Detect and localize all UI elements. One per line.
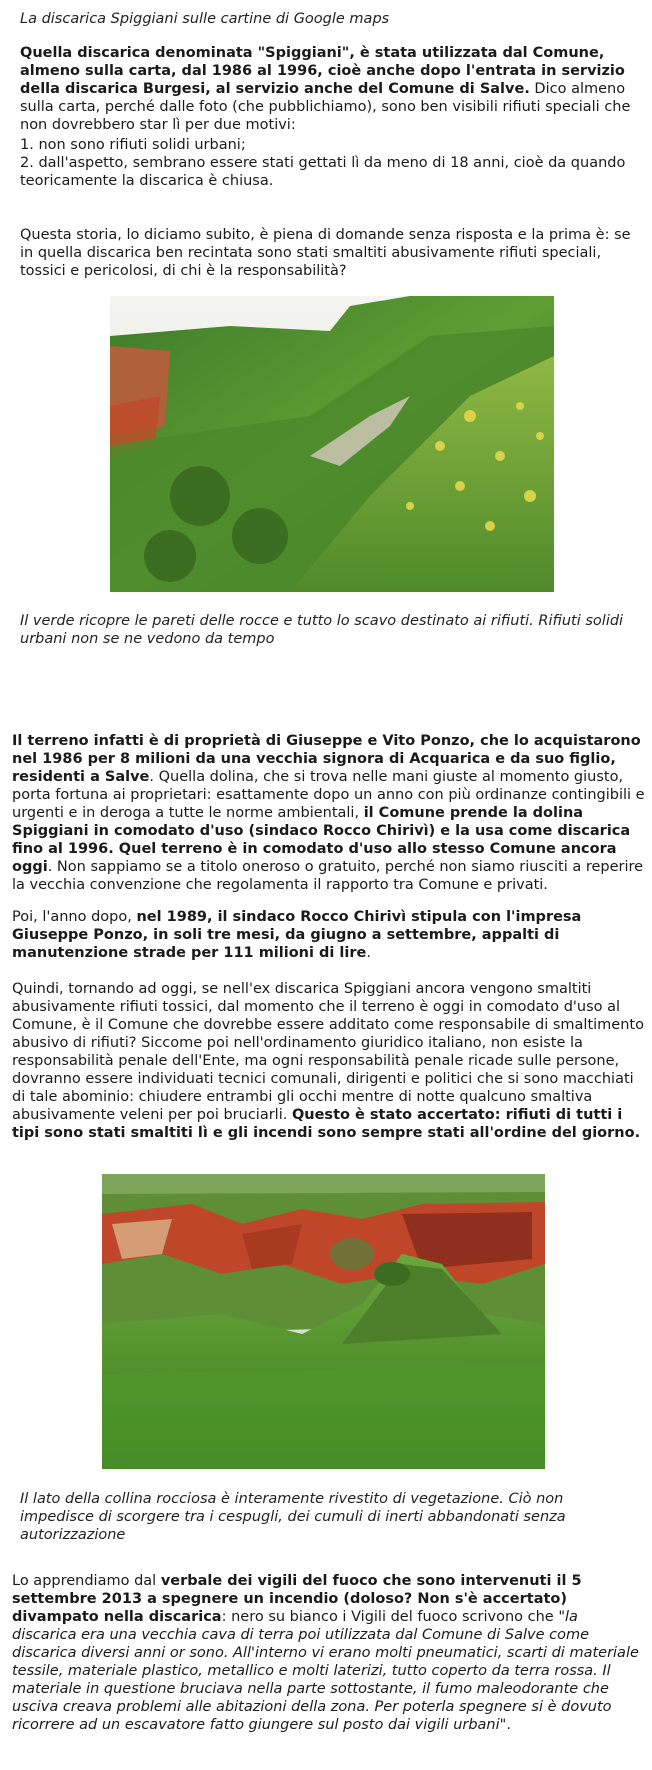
reason-item: 2. dall'aspetto, sembrano essere stati gettati lì da meno di 18 anni, cioè da quando teoricamente la discarica è chiusa. xyxy=(20,155,626,189)
landfill-photo-1 xyxy=(110,296,554,592)
text: : nero su bianco i Vigili del fuoco scrivono che " xyxy=(221,1609,565,1625)
photo-2-caption: Il lato della collina rocciosa è interamente rivestito di vegetazione. Ciò non impedisce di scorgere tra i cespugli, dei cumuli di inerti abbandonati senza autorizzazione xyxy=(20,1491,566,1543)
text: . xyxy=(366,945,371,961)
terreno-paragraph xyxy=(12,732,646,894)
bold-text: il Comune prende la dolina Spiggiani in comodato d'uso (sindaco Rocco Chirivì) e la usa come discarica fino al 1996. Quel terreno è in comodato d'uso allo stesso Comune ancora oggi xyxy=(12,805,631,875)
bold-text: verbale dei vigili del fuoco che sono intervenuti il 5 settembre 2013 a spegnere un incendio (doloso? Non s'è accertato) divampato nella discarica xyxy=(12,1573,582,1625)
intro-bold: Quella discarica denominata "Spiggiani", è stata utilizzata dal Comune, almeno sulla carta, dal 1986 al 1996, cioè anche dopo l'entrata in servizio della discarica Burgesi, al servizio anche del Comune di Salve. xyxy=(20,45,625,97)
italic-quote: la discarica era una vecchia cava di terra poi utilizzata dal Comune di Salve come discarica diversi anni or sono. All'interno vi erano molti pneumatici, scarti di materiale tessile, materiale plastico, metallico e molti laterizi, tutto coperto da terra rossa. Il materiale in questione bruciava nella parte sottostante, il fumo maleodorante che usciva creava problemi alle abitazioni della zona. Per poterla spegnere si è dovuto ricorrere ad un escavatore fatto giungere sul posto dai vigili urbani xyxy=(12,1609,639,1733)
verbale-paragraph xyxy=(12,1572,646,1734)
text: ". xyxy=(499,1717,511,1733)
1989-paragraph xyxy=(12,908,646,962)
question-paragraph: Questa storia, lo diciamo subito, è piena di domande senza risposta e la prima è: se in quella discarica ben recintata sono stati smaltiti abusivamente rifiuti speciali, tossici e pericolosi, di chi è la responsabilità? xyxy=(20,227,631,279)
reason-item: 1. non sono rifiuti solidi urbani; xyxy=(20,137,246,153)
reasons-list xyxy=(20,136,646,190)
text: . Quella dolina, che si trova nelle mani giuste al momento giusto, porta fortuna ai proprietari: esattamente dopo un anno con più ordinanze contingibili e urgenti e in deroga a tutte le norme ambientali, xyxy=(12,769,645,821)
map-caption: La discarica Spiggiani sulle cartine di Google maps xyxy=(20,11,390,27)
intro-text: Dico almeno sulla carta, perché dalle foto (che pubblichiamo), sono ben visibili rifiuti speciali che non dovrebbero star lì per due motivi: xyxy=(20,81,631,133)
text: Lo apprendiamo dal xyxy=(12,1573,161,1589)
text: . Non sappiamo se a titolo oneroso o gratuito, perché non siamo riusciti a reperire la vecchia convenzione che regolamenta il rapporto tra Comune e privati. xyxy=(12,859,644,893)
bold-text: Questo è stato accertato: rifiuti di tutti i tipi sono stati smaltiti lì e gli incendi sono sempre stati all'ordine del giorno. xyxy=(12,1107,641,1141)
bold-text: Il terreno infatti è di proprietà di Giuseppe e Vito Ponzo, che lo acquistarono nel 1986 per 8 milioni da una vecchia signora di Acquarica e da suo figlio, residenti a Salve xyxy=(12,733,641,785)
intro-paragraph xyxy=(20,44,646,134)
bold-text: nel 1989, il sindaco Rocco Chirivì stipula con l'impresa Giuseppe Ponzo, in soli tre mesi, da giugno a settembre, appalti di manutenzione strade per 111 milioni di lire xyxy=(12,909,582,961)
text: Quindi, tornando ad oggi, se nell'ex discarica Spiggiani ancora vengono smaltiti abusivamente rifiuti tossici, dal momento che il terreno è oggi in comodato d'uso al Comune, è il Comune che dovrebbe essere additato come responsabile di smaltimento abusivo di rifiuti? Siccome poi nell'ordinamento giuridico italiano, non esiste la responsabilità penale dell'Ente, ma ogni responsabilità penale ricade sulle persone, dovranno essere individuati tecnici comunali, dirigenti e politici che si sono macchiati di tale abominio: chiudere entrambi gli occhi mentre di notte qualcuno smaltiva abusivamente veleni per poi bruciarli. xyxy=(12,981,644,1123)
quindi-paragraph xyxy=(12,980,646,1142)
landfill-photo-2 xyxy=(102,1174,545,1469)
text: Poi, l'anno dopo, xyxy=(12,909,137,925)
photo-1-caption: Il verde ricopre le pareti delle rocce e tutto lo scavo destinato ai rifiuti. Rifiuti solidi urbani non se ne vedono da tempo xyxy=(20,613,624,647)
